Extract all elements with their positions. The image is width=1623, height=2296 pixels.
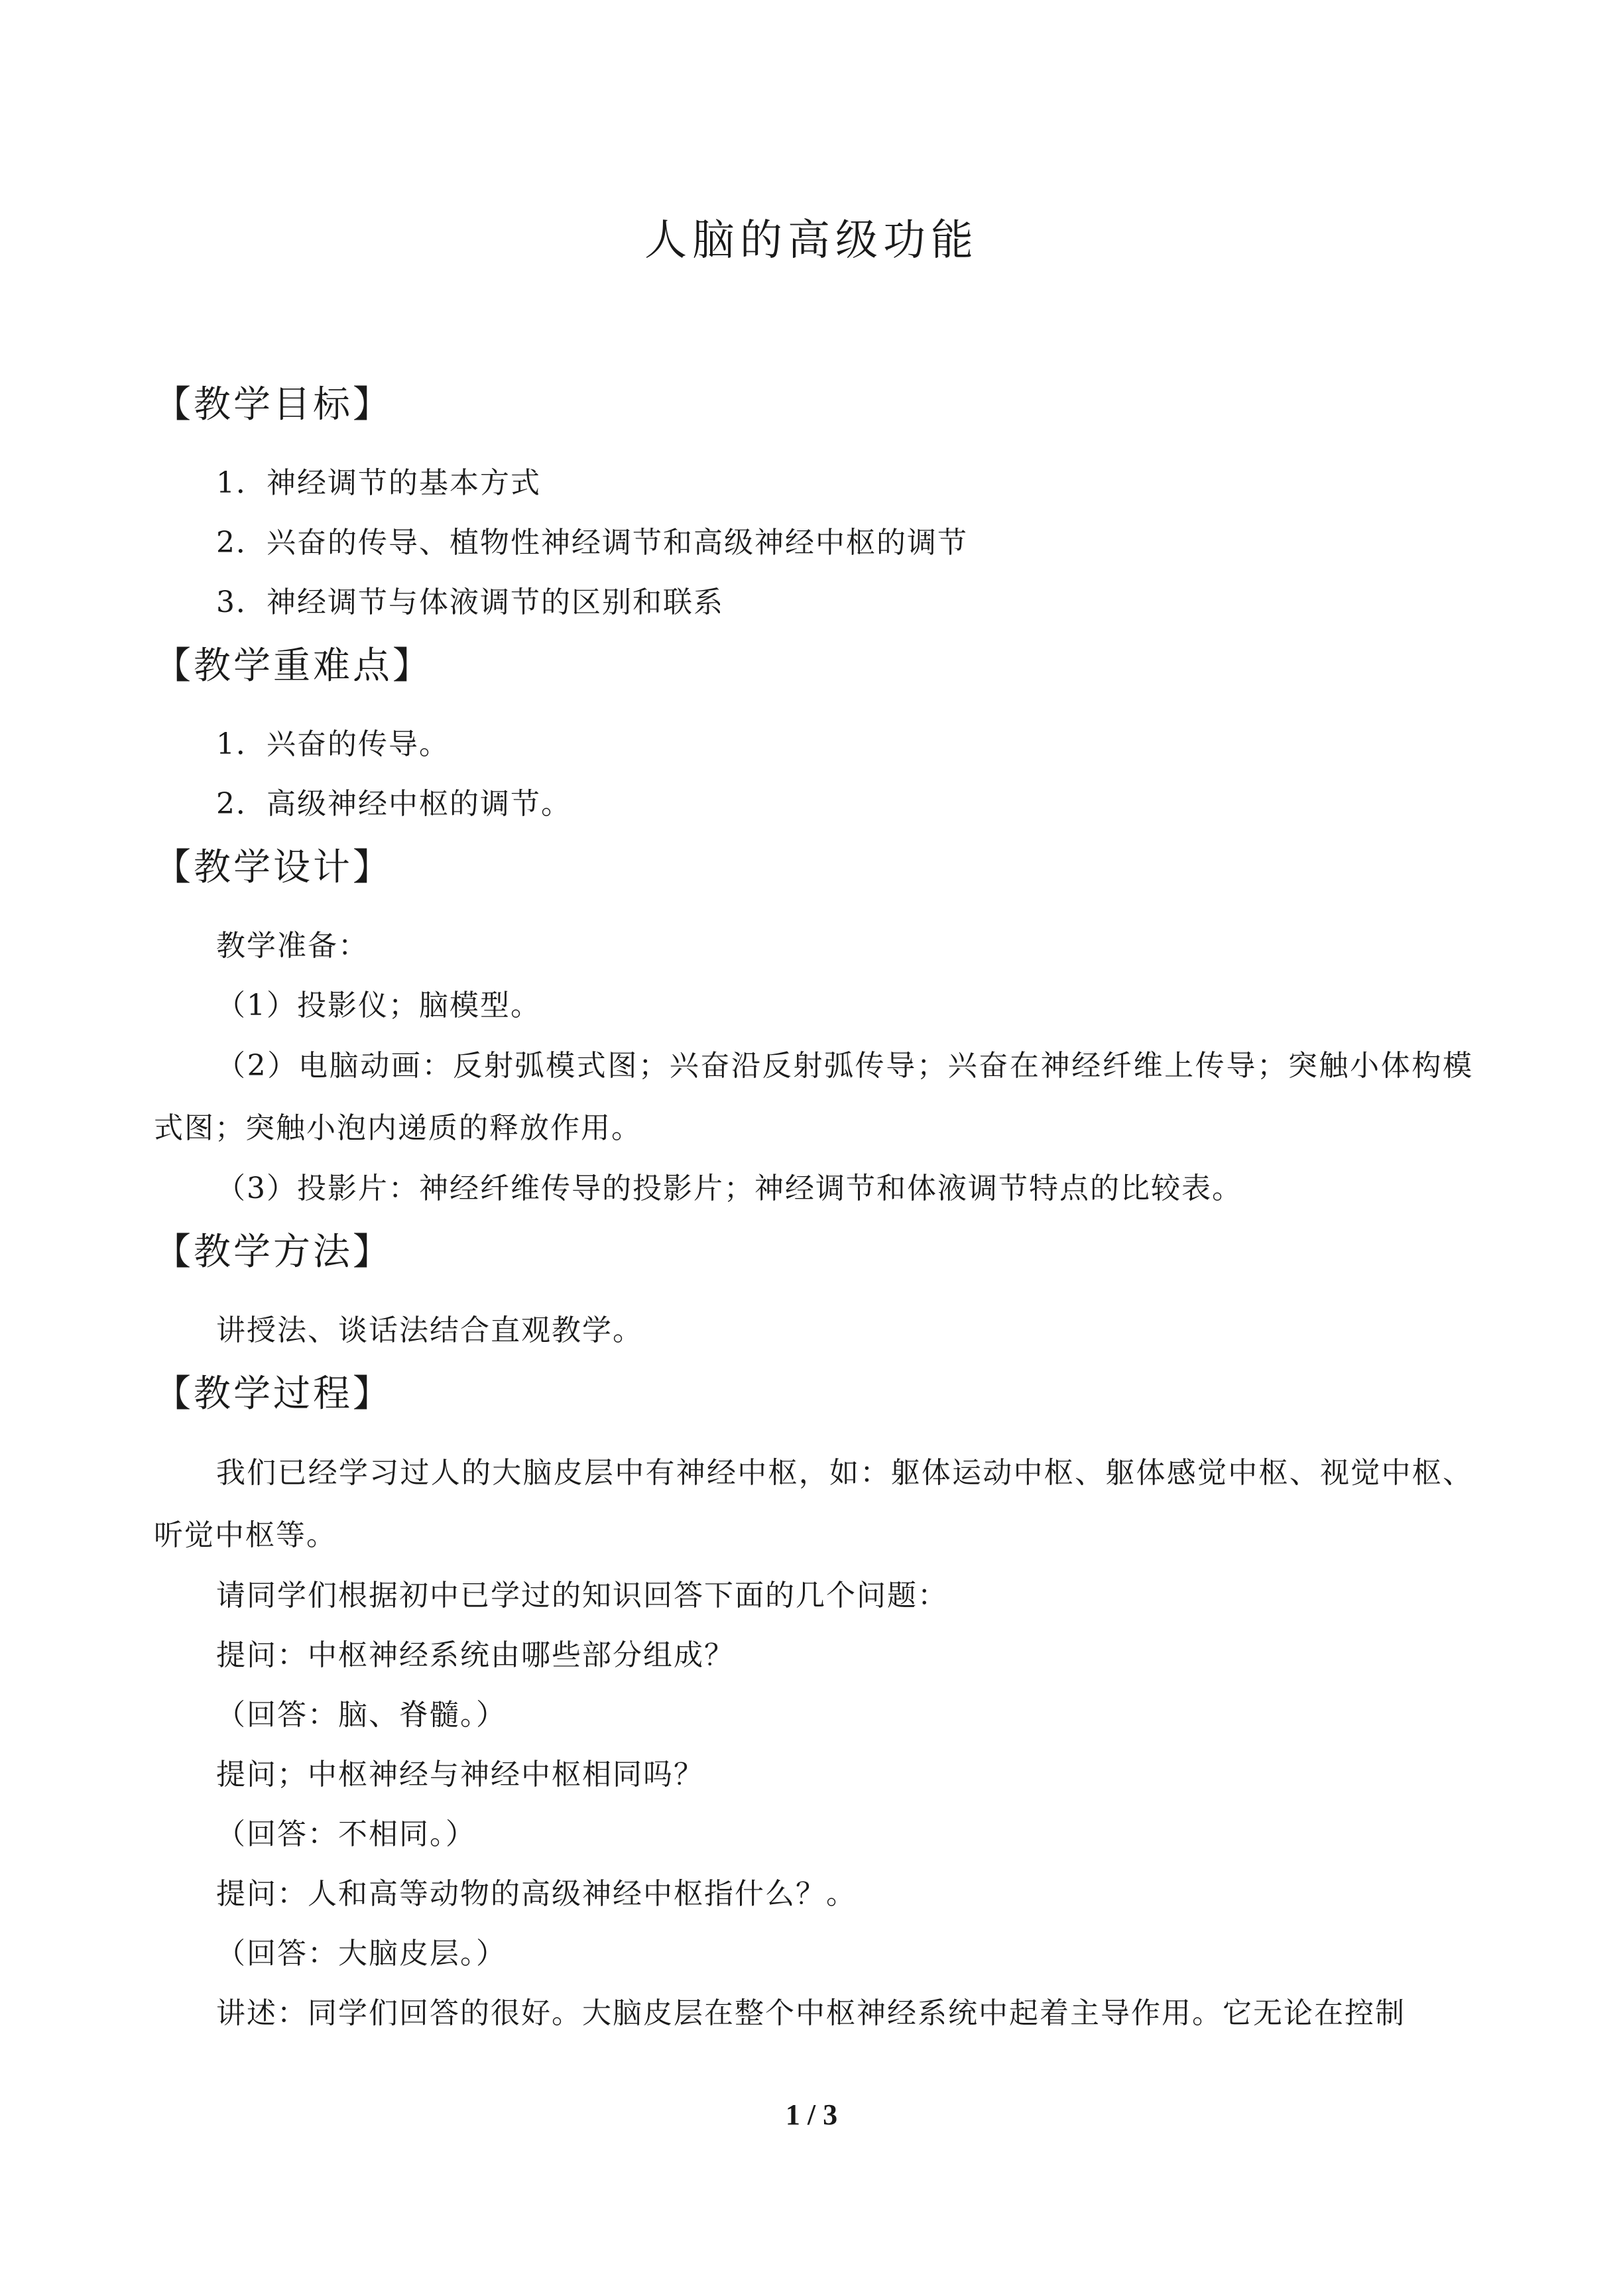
- section-heading-design: 【教学设计】: [154, 846, 392, 889]
- methods-paragraph: 讲授法、谈话法结合直观教学。: [216, 1313, 643, 1347]
- process-paragraph: （回答：脑、脊髓。）: [216, 1698, 507, 1732]
- process-paragraph: 提问：中枢神经系统由哪些部分组成？: [216, 1638, 735, 1672]
- design-paragraph: （1）投影仪；脑模型。: [216, 989, 541, 1022]
- objective-item: 2．兴奋的传导、植物性神经调节和高级神经中枢的调节: [216, 526, 968, 560]
- process-paragraph: 讲述：同学们回答的很好。大脑皮层在整个中枢神经系统中起着主导作用。它无论在控制: [216, 1996, 1406, 2030]
- objective-item: 3．神经调节与体液调节的区别和联系: [216, 585, 724, 619]
- objective-item: 1．神经调节的基本方式: [216, 466, 541, 500]
- process-paragraph: 提问；中枢神经与神经中枢相同吗？: [216, 1758, 704, 1791]
- design-paragraph: 教学准备：: [216, 929, 369, 963]
- section-heading-methods: 【教学方法】: [154, 1231, 392, 1274]
- process-paragraph: 提问：人和高等动物的高级神经中枢指什么？。: [216, 1877, 857, 1911]
- process-paragraph: 我们已经学习过人的大脑皮层中有神经中枢，如：躯体运动中枢、躯体感觉中枢、视觉中枢、听觉中枢等。: [154, 1456, 1473, 1552]
- page-number: 1 / 3: [785, 2098, 838, 2131]
- document-body: [154, 381, 1473, 2053]
- page-title: 人脑的高级功能: [644, 216, 979, 265]
- process-paragraph: （回答：大脑皮层。）: [216, 1937, 507, 1970]
- section-heading-objectives: 【教学目标】: [154, 383, 392, 426]
- design-paragraph: （2）电脑动画：反射弧模式图；兴奋沿反射弧传导；兴奋在神经纤维上传导；突触小体构模式图；突触小泡内递质的释放作用。: [154, 1049, 1473, 1145]
- design-paragraph: （3）投影片：神经纤维传导的投影片；神经调节和体液调节特点的比较表。: [216, 1172, 1242, 1205]
- section-heading-process: 【教学过程】: [154, 1372, 392, 1416]
- section-heading-key-points: 【教学重难点】: [154, 644, 432, 688]
- key-point-item: 1．兴奋的传导。: [216, 727, 450, 761]
- process-paragraph: （回答：不相同。）: [216, 1817, 476, 1851]
- process-paragraph: 请同学们根据初中已学过的知识回答下面的几个问题：: [216, 1579, 948, 1612]
- key-point-item: 2．高级神经中枢的调节。: [216, 787, 571, 821]
